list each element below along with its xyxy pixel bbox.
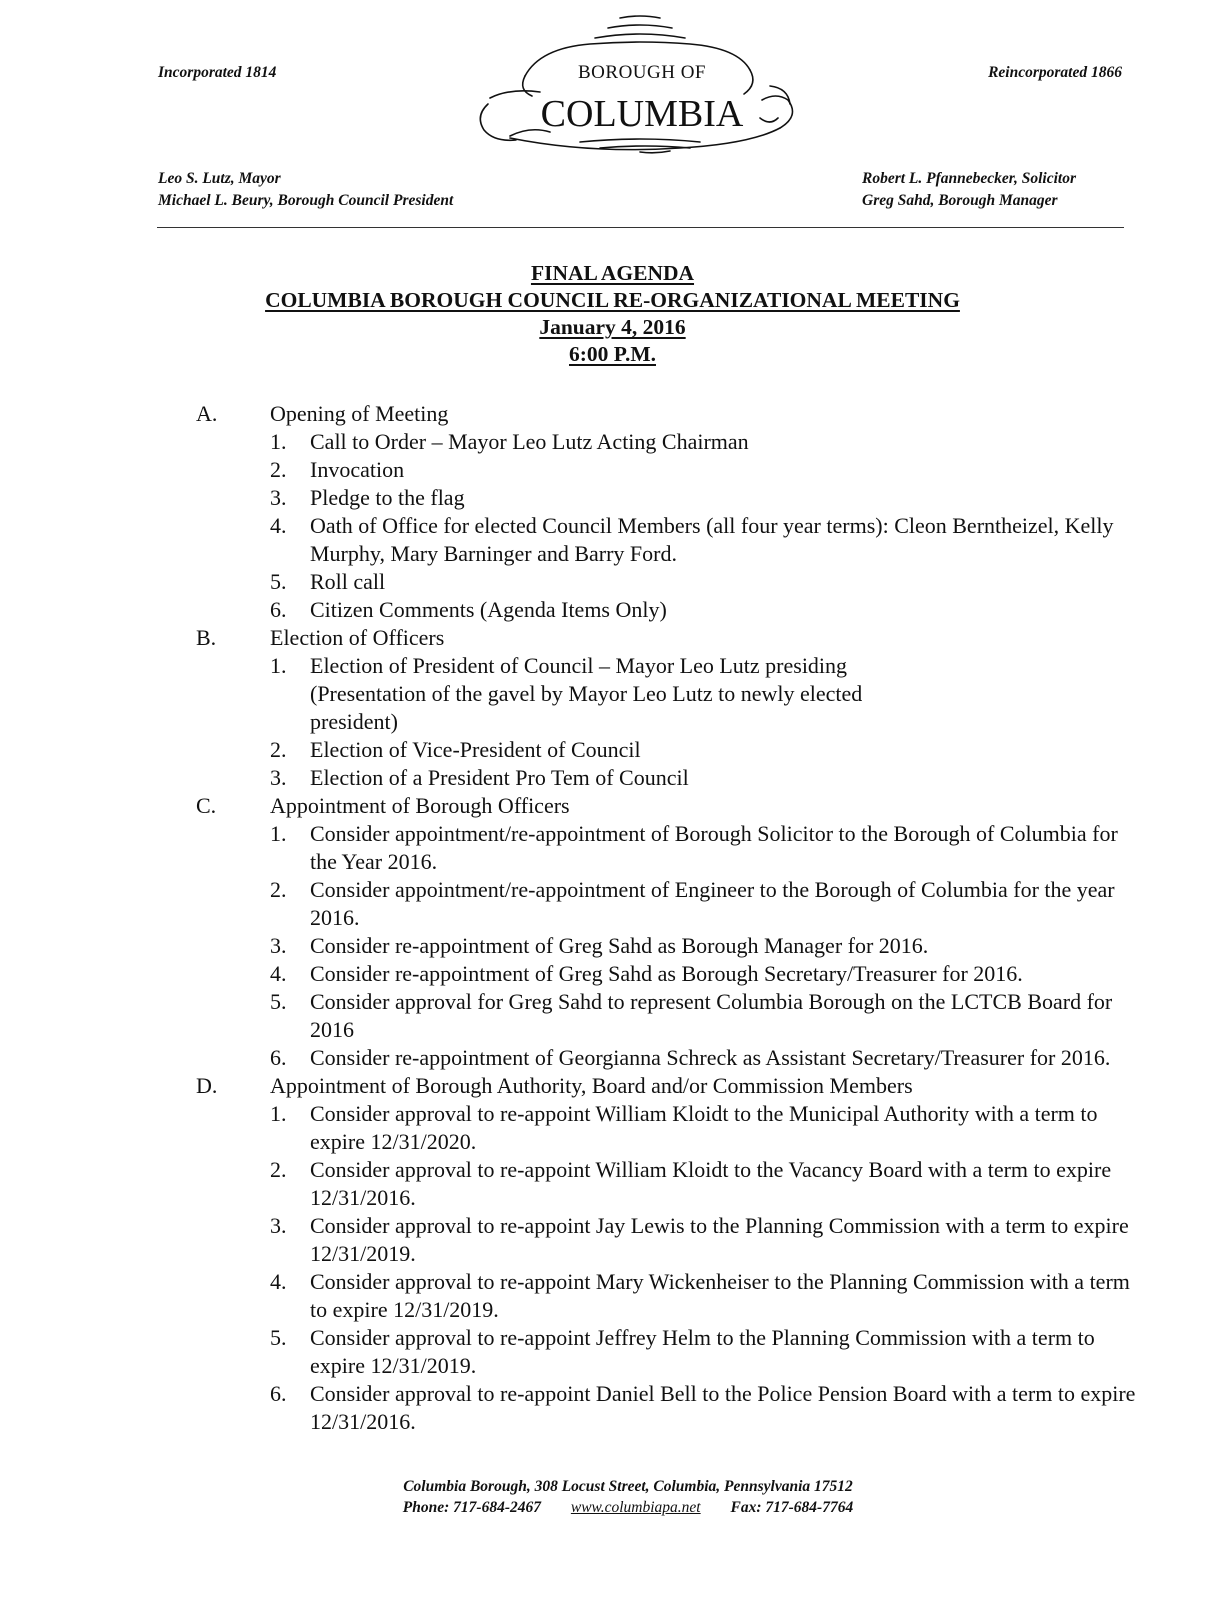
logo-text-columbia: COLUMBIA	[540, 93, 744, 135]
section-title: Appointment of Borough Authority, Board and/or Commission Members	[270, 1073, 913, 1098]
agenda-item	[196, 596, 1136, 624]
item-text: Call to Order – Mayor Leo Lutz Acting Chairman	[310, 429, 749, 454]
item-number: 6.	[270, 1045, 287, 1070]
section-title: Election of Officers	[270, 625, 445, 650]
agenda-item	[196, 456, 1136, 484]
agenda-section-a	[196, 400, 1136, 624]
item-number: 3.	[270, 485, 287, 510]
item-number: 5.	[270, 989, 287, 1014]
item-number: 1.	[270, 1101, 287, 1126]
section-letter: A.	[196, 401, 218, 426]
item-text: Election of a President Pro Tem of Council	[310, 765, 689, 790]
item-text: Consider re-appointment of Greg Sahd as Borough Secretary/Treasurer for 2016.	[310, 961, 1023, 986]
item-text: Roll call	[310, 569, 386, 594]
item-number: 6.	[270, 1381, 287, 1406]
agenda-item	[196, 764, 1136, 792]
item-number: 3.	[270, 765, 287, 790]
item-number: 2.	[270, 1157, 287, 1182]
right-officials	[862, 168, 1076, 212]
item-text: Consider re-appointment of Greg Sahd as Borough Manager for 2016.	[310, 933, 929, 958]
item-text: Pledge to the flag	[310, 485, 465, 510]
left-officials	[158, 168, 453, 212]
section-letter: B.	[196, 625, 217, 650]
item-number: 6.	[270, 597, 287, 622]
item-text: Election of Vice-President of Council	[310, 737, 641, 762]
meeting-title: COLUMBIA BOROUGH COUNCIL RE-ORGANIZATIONAL MEETING	[265, 288, 960, 312]
header-divider	[157, 227, 1124, 228]
agenda-item	[196, 1324, 1136, 1380]
item-text: Consider approval to re-appoint Jay Lewis to the Planning Commission with a term to expire 12/31/2019.	[310, 1213, 1129, 1266]
agenda-section-b	[196, 624, 1136, 792]
footer-fax: Fax: 717-684-7764	[730, 1499, 854, 1516]
final-agenda-heading: FINAL AGENDA	[530, 261, 695, 285]
item-text: Consider approval for Greg Sahd to represent Columbia Borough on the LCTCB Board for 2016	[310, 989, 1113, 1042]
agenda-item	[196, 1044, 1136, 1072]
footer-phone: Phone: 717-684-2467	[402, 1499, 541, 1516]
item-text: Consider re-appointment of Georgianna Schreck as Assistant Secretary/Treasurer for 2016.	[310, 1045, 1111, 1070]
section-title: Opening of Meeting	[270, 401, 449, 426]
agenda-title-block	[0, 260, 1225, 368]
agenda-item	[196, 1156, 1136, 1212]
agenda-item	[196, 1100, 1136, 1156]
item-number: 4.	[270, 1269, 287, 1294]
item-text: Invocation	[310, 457, 405, 482]
agenda-item	[196, 428, 1136, 456]
item-text: Consider approval to re-appoint Daniel Bell to the Police Pension Board with a term to expire 12/31/2016.	[310, 1381, 1136, 1434]
item-number: 5.	[270, 569, 287, 594]
reincorporated-note: Reincorporated 1866	[988, 64, 1122, 81]
agenda-item	[196, 736, 1136, 764]
agenda-section-c	[196, 792, 1136, 1072]
mayor-name: Leo S. Lutz, Mayor	[158, 170, 281, 187]
item-text: Consider approval to re-appoint Mary Wickenheiser to the Planning Commission with a term to expire 12/31/2019.	[310, 1269, 1130, 1322]
item-text: Citizen Comments (Agenda Items Only)	[310, 597, 667, 622]
item-number: 2.	[270, 737, 287, 762]
agenda-item	[196, 820, 1136, 876]
item-text: Consider approval to re-appoint Jeffrey Helm to the Planning Commission with a term to expire 12/31/2019.	[310, 1325, 1095, 1378]
item-number: 1.	[270, 429, 287, 454]
item-text: Consider appointment/re-appointment of Borough Solicitor to the Borough of Columbia for the Year 2016.	[310, 821, 1118, 874]
agenda-item	[196, 876, 1136, 932]
item-text: Election of President of Council – Mayor Leo Lutz presiding (Presentation of the gavel by Mayor Leo Lutz to newly elected president)	[310, 653, 863, 734]
agenda-item	[196, 484, 1136, 512]
agenda-item	[196, 932, 1136, 960]
item-number: 1.	[270, 821, 287, 846]
agenda-item	[196, 988, 1136, 1044]
item-number: 3.	[270, 1213, 287, 1238]
agenda-item	[196, 652, 1136, 736]
item-text: Consider appointment/re-appointment of Engineer to the Borough of Columbia for the year 2016.	[310, 877, 1115, 930]
solicitor-name: Robert L. Pfannebecker, Solicitor	[862, 170, 1076, 187]
section-letter: D.	[196, 1073, 218, 1098]
agenda-item	[196, 1380, 1136, 1436]
item-text: Consider approval to re-appoint William Kloidt to the Vacancy Board with a term to expire 12/31/2016.	[310, 1157, 1112, 1210]
section-letter: C.	[196, 793, 217, 818]
footer-address: Columbia Borough, 308 Locust Street, Columbia, Pennsylvania 17512	[403, 1478, 853, 1495]
item-number: 2.	[270, 877, 287, 902]
incorporated-note: Incorporated 1814	[158, 64, 277, 81]
section-title: Appointment of Borough Officers	[270, 793, 570, 818]
agenda-item	[196, 1268, 1136, 1324]
item-number: 4.	[270, 513, 287, 538]
item-number: 5.	[270, 1325, 287, 1350]
agenda-section-d	[196, 1072, 1136, 1436]
item-number: 2.	[270, 457, 287, 482]
item-text: Consider approval to re-appoint William Kloidt to the Municipal Authority with a term to expire 12/31/2020.	[310, 1101, 1098, 1154]
meeting-time: 6:00 P.M.	[569, 342, 656, 366]
item-number: 1.	[270, 653, 287, 678]
logo-text-borough-of: BOROUGH OF	[578, 62, 706, 83]
agenda-item	[196, 1212, 1136, 1268]
council-president-name: Michael L. Beury, Borough Council President	[158, 192, 454, 209]
item-number: 4.	[270, 961, 287, 986]
item-text: Oath of Office for elected Council Members (all four year terms): Cleon Berntheizel, Kelly Murphy, Mary Barninger and Barry Ford.	[310, 513, 1114, 566]
borough-manager-name: Greg Sahd, Borough Manager	[862, 192, 1058, 209]
agenda-item	[196, 568, 1136, 596]
borough-logo	[470, 8, 810, 158]
footer-contact	[0, 1476, 1225, 1518]
agenda-item	[196, 960, 1136, 988]
agenda-list	[196, 400, 1136, 1436]
meeting-date: January 4, 2016	[539, 315, 686, 339]
item-number: 3.	[270, 933, 287, 958]
footer-website-link[interactable]: www.columbiapa.net	[570, 1499, 701, 1516]
agenda-item	[196, 512, 1136, 568]
